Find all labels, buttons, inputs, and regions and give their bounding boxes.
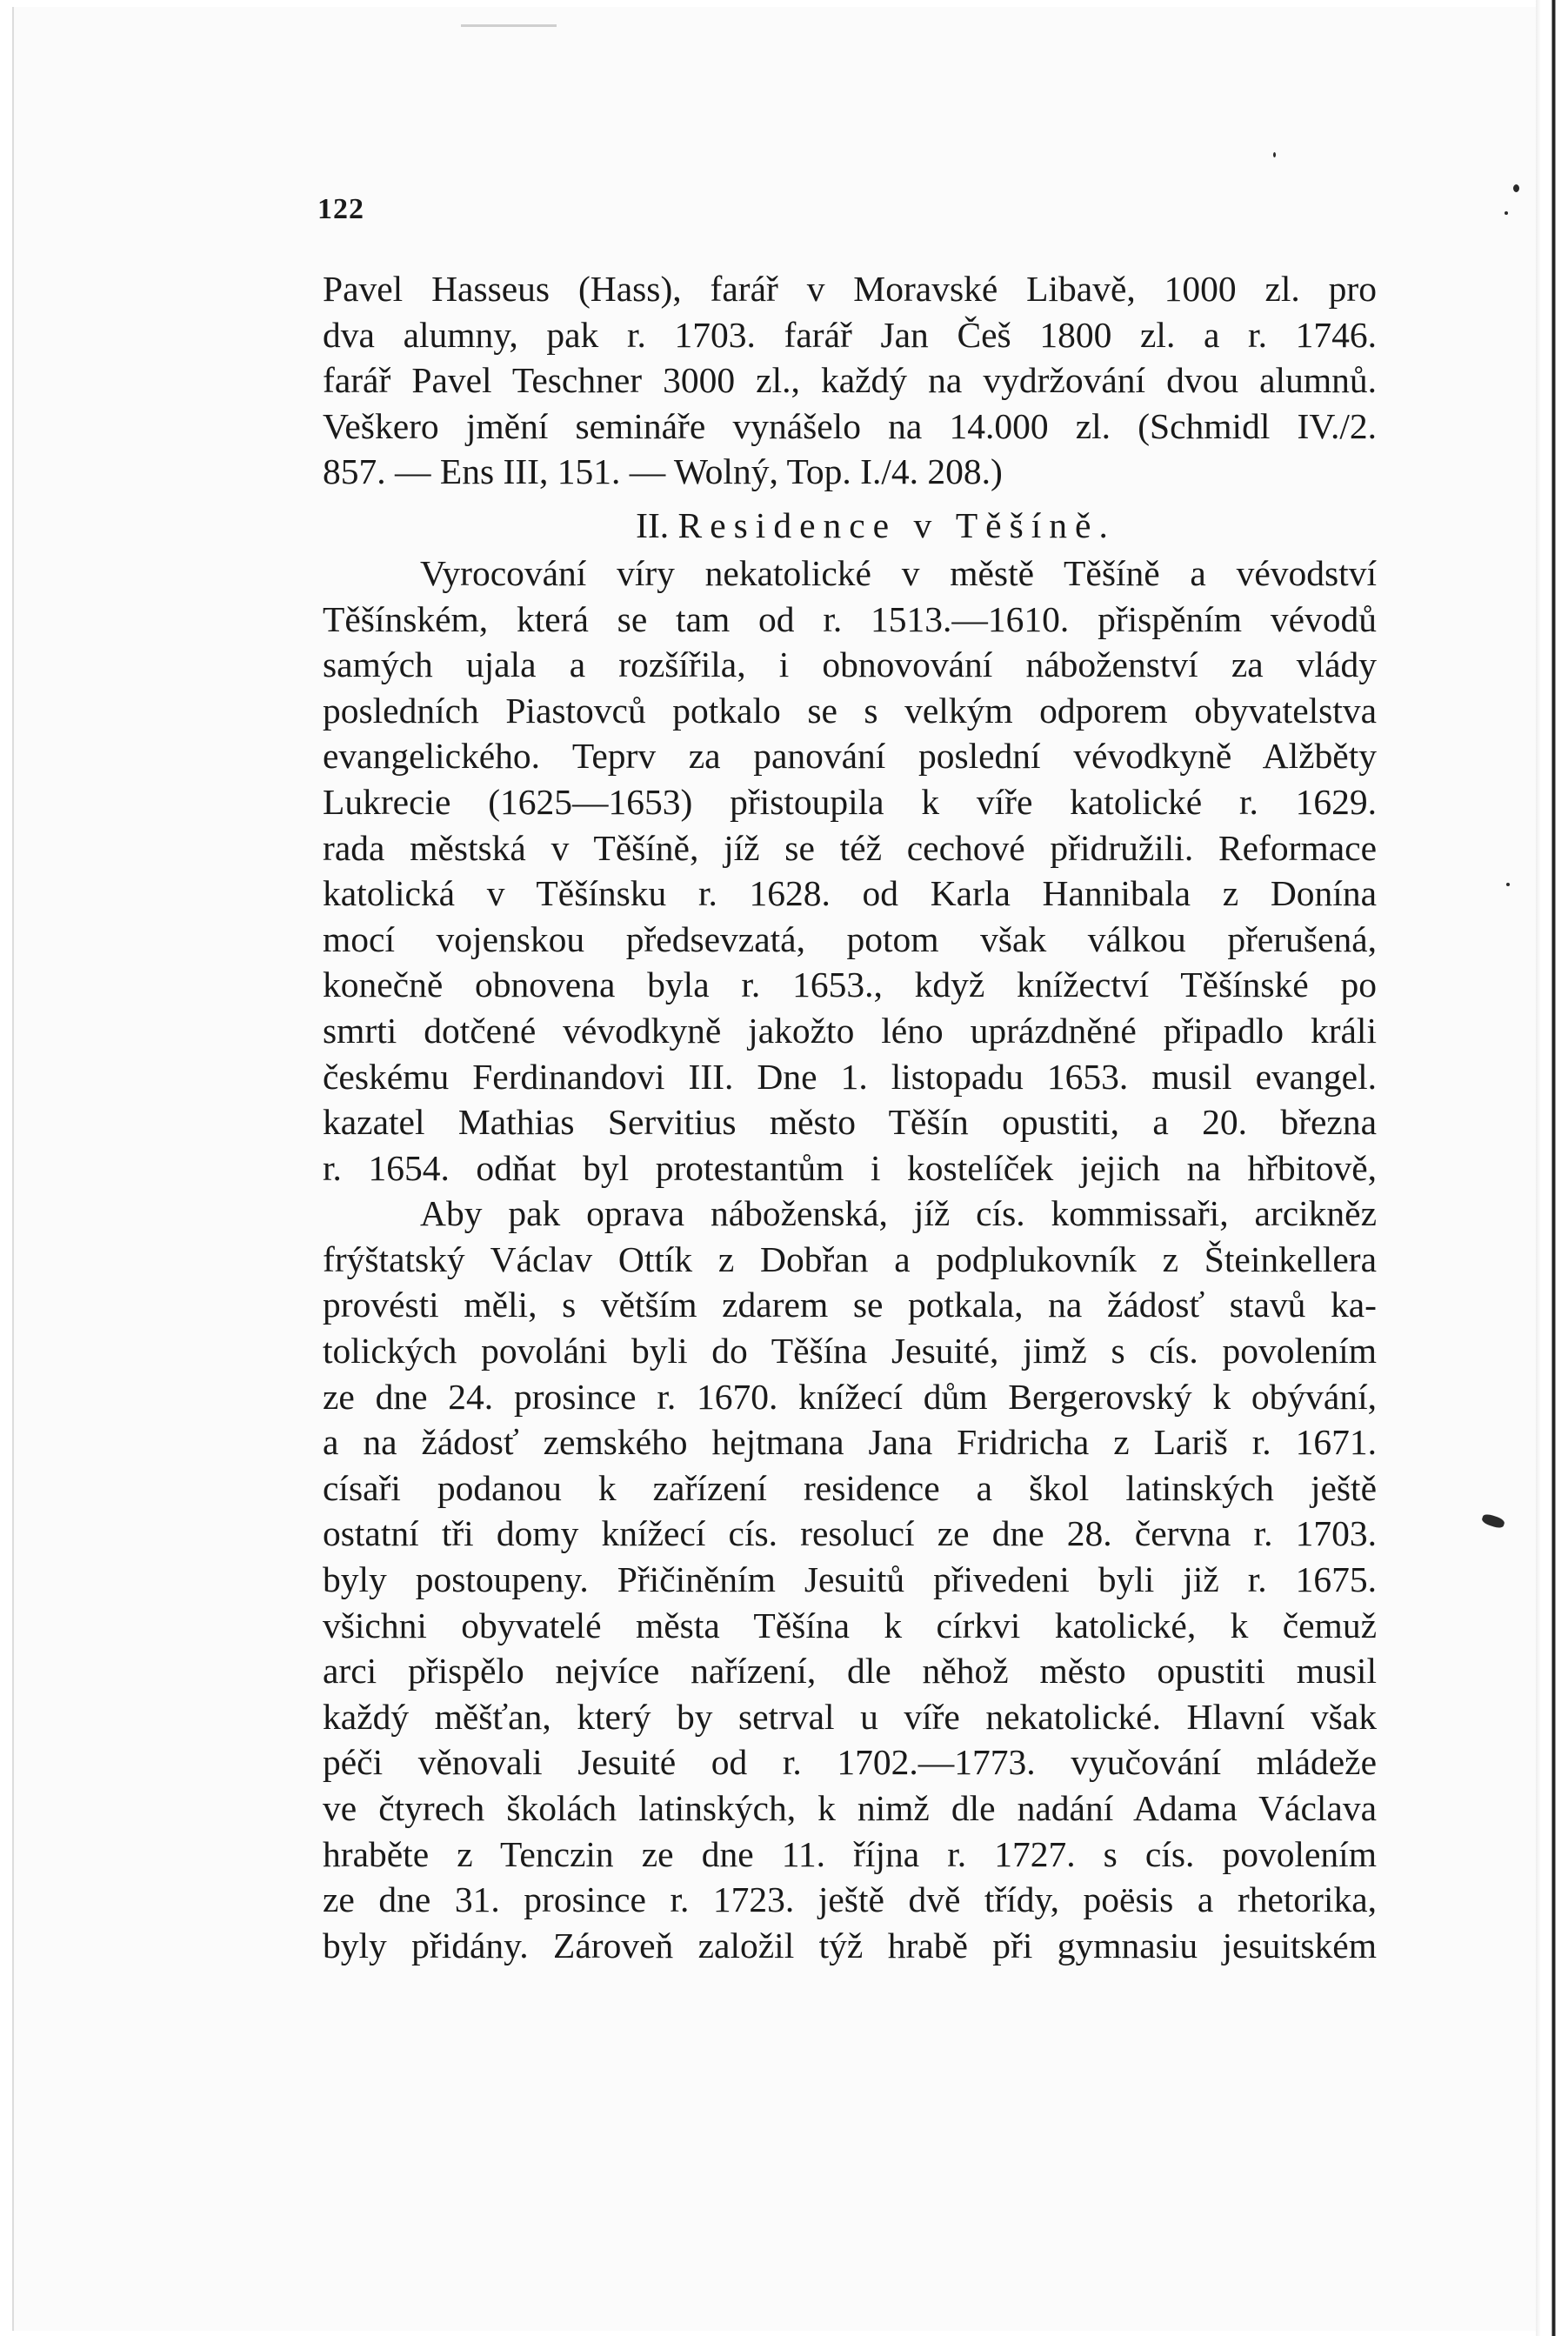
text-line: farář Pavel Teschner 3000 zl., každý na vydržování dvou alumnů. <box>323 360 1377 401</box>
text-line: a na žádosť zemského hejtmana Jana Fridricha z Lariš r. 1671. <box>323 1422 1377 1463</box>
scan-edge-mark <box>461 24 557 27</box>
text-line: posledních Piastovců potkalo se s velkým odporem obyvatelstva <box>323 690 1377 731</box>
text-line: ze dne 24. prosince r. 1670. knížecí dům Bergerovský k obývání, <box>323 1376 1377 1417</box>
text-line: císaři podanou k zařízení residence a škol latinských ještě <box>323 1467 1377 1508</box>
section-title: Residence v Těšíně. <box>677 504 1116 545</box>
text-line: katolická v Těšínsku r. 1628. od Karla Hannibala z Donína <box>323 873 1377 914</box>
text-line: Aby pak oprava náboženská, jíž cís. kommissaři, arcikněz <box>420 1193 1377 1234</box>
text-line: konečně obnovena byla r. 1653., když knížectví Těšínské po <box>323 964 1377 1005</box>
scan-speck <box>1513 184 1519 192</box>
page-text <box>323 266 1377 1968</box>
text-line: Lukrecie (1625—1653) přistoupila k víře katolické r. 1629. <box>323 781 1377 822</box>
paragraph <box>323 266 1377 495</box>
paragraph <box>323 551 1377 1191</box>
scan-speck <box>1273 152 1276 157</box>
text-line: 857. — Ens III, 151. — Wolný, Top. I./4. 208.) <box>323 451 1003 492</box>
text-line: rada městská v Těšíně, jíž se též cechové přidružili. Reformace <box>323 827 1377 868</box>
text-line: ze dne 31. prosince r. 1723. ještě dvě třídy, poësis a rhetorika, <box>323 1879 1377 1920</box>
text-line: Vyrocování víry nekatolické v městě Těšíně a vévodství <box>420 552 1377 593</box>
paragraph <box>323 1191 1377 1968</box>
text-line: kazatel Mathias Servitius město Těšín opustiti, a 20. března <box>323 1102 1377 1143</box>
scan-speck <box>1506 883 1510 886</box>
section-heading <box>323 495 1377 551</box>
text-line: r. 1654. odňat byl protestantům i kostelíček jejich na hřbitově, <box>323 1147 1377 1188</box>
text-line: Veškero jmění semináře vynášelo na 14.000 zl. (Schmidl IV./2. <box>323 405 1377 446</box>
text-line: byly přidány. Zároveň založil týž hrabě při gymnasiu jesuitském <box>323 1925 1377 1966</box>
text-line: dva alumny, pak r. 1703. farář Jan Češ 1800 zl. a r. 1746. <box>323 314 1377 355</box>
text-line: každý měšťan, který by setrval u víře nekatolické. Hlavní však <box>323 1696 1377 1737</box>
text-line: smrti dotčené vévodkyně jakožto léno uprázdněné připadlo králi <box>323 1010 1377 1051</box>
text-line: českému Ferdinandovi III. Dne 1. listopadu 1653. musil evangel. <box>323 1056 1377 1097</box>
text-line: ostatní tři domy knížecí cís. resolucí ze dne 28. června r. 1703. <box>323 1513 1377 1554</box>
text-line: tolických povoláni byli do Těšína Jesuité, jimž s cís. povolením <box>323 1331 1377 1372</box>
text-line: Pavel Hasseus (Hass), farář v Moravské Libavě, 1000 zl. pro <box>323 269 1377 309</box>
text-line: ve čtyrech školách latinských, k nimž dle nadání Adama Václava <box>323 1788 1377 1828</box>
text-line: hraběte z Tenczin ze dne 11. října r. 1727. s cís. povolením <box>323 1833 1377 1874</box>
text-line: provésti měli, s větším zdarem se potkala, na žádosť stavů ka- <box>323 1285 1377 1325</box>
section-numeral: II. <box>636 504 670 545</box>
text-line: všichni obyvatelé města Těšína k církvi katolické, k čemuž <box>323 1605 1377 1645</box>
text-line: péči věnovali Jesuité od r. 1702.—1773. vyučování mládeže <box>323 1742 1377 1783</box>
text-line: byly postoupeny. Přičiněním Jesuitů přivedeni byli již r. 1675. <box>323 1559 1377 1600</box>
text-line: frýštatský Václav Ottík z Dobřan a podplukovník z Šteinkellera <box>323 1238 1377 1279</box>
text-line: arci přispělo nejvíce nařízení, dle něhož město opustiti musil <box>323 1651 1377 1692</box>
page-number: 122 <box>317 193 364 225</box>
text-line: samých ujala a rozšířila, i obnovování náboženství za vlády <box>323 644 1377 685</box>
text-line: Těšínském, která se tam od r. 1513.—1610. přispěním vévodů <box>323 598 1377 639</box>
text-line: evangelického. Teprv za panování poslední vévodkyně Alžběty <box>323 736 1377 777</box>
text-line: mocí vojenskou předsevzatá, potom však válkou přerušená, <box>323 918 1377 959</box>
page-edge <box>1536 0 1568 2336</box>
scan-speck <box>1505 211 1508 215</box>
